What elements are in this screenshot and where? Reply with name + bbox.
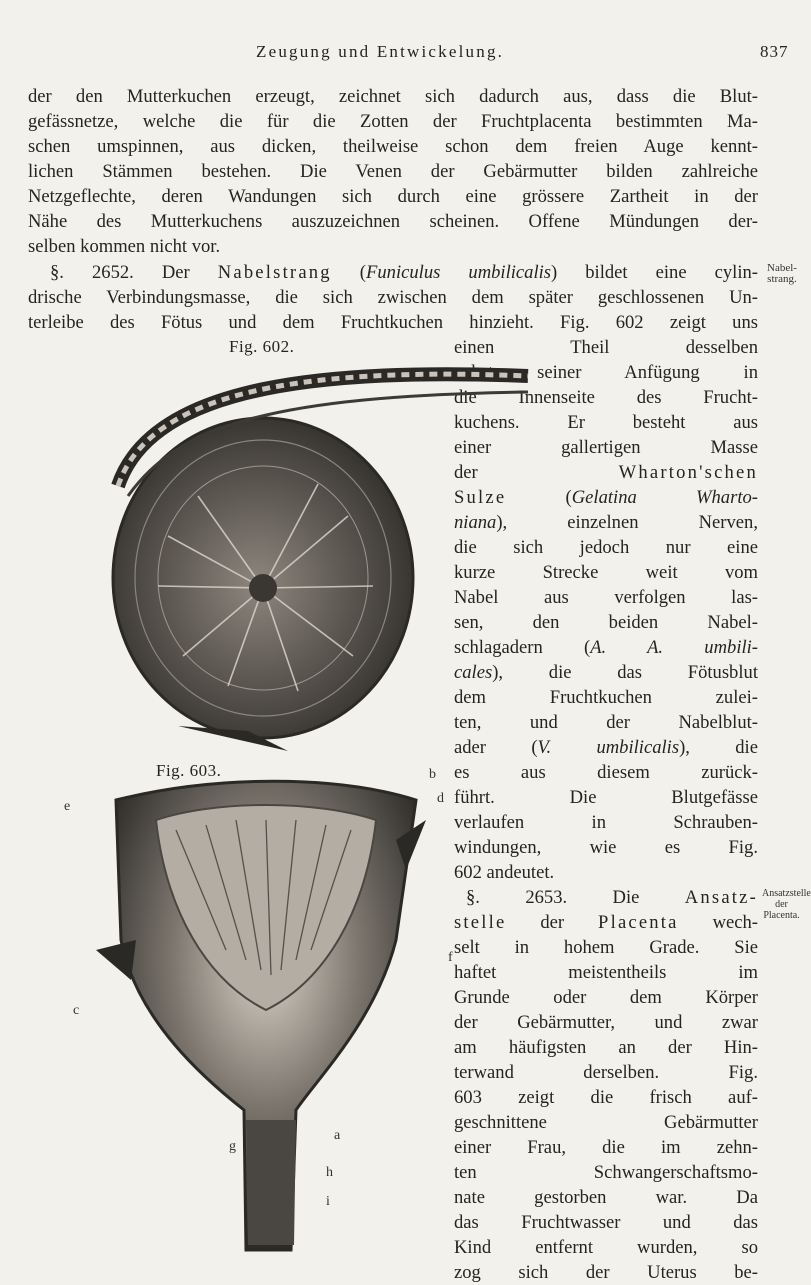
- text-line: die Innenseite des Frucht-: [454, 387, 758, 408]
- text-line: Nähe des Mutterkuchens auszuzeichnen scheinen. Offene Mündungen der-: [28, 211, 758, 232]
- text-line: stelle der Placenta wech-: [454, 912, 758, 933]
- text-line: der Gebärmutter, und zwar: [454, 1012, 758, 1033]
- fig-602-label: Fig. 602.: [229, 337, 295, 356]
- fig-603-label: Fig. 603.: [156, 761, 222, 780]
- text-line: windungen, wie es Fig.: [454, 837, 758, 858]
- fig-letter-b: b: [429, 767, 436, 782]
- text-line: zog sich der Uterus be-: [454, 1262, 758, 1283]
- text-line: ader (V. umbilicalis), die: [454, 737, 758, 758]
- text-line: einer Frau, die im zehn-: [454, 1137, 758, 1158]
- text-line: einer gallertigen Masse: [454, 437, 758, 458]
- text-line: Grunde oder dem Körper: [454, 987, 758, 1008]
- text-line: ten, und der Nabelblut-: [454, 712, 758, 733]
- text-line: terwand derselben. Fig.: [454, 1062, 758, 1083]
- text-line: 602 andeutet.: [454, 862, 555, 883]
- text-line: Kind entfernt wurden, so: [454, 1237, 758, 1258]
- text-line: dem Fruchtkuchen zulei-: [454, 687, 758, 708]
- text-line: kurze Strecke weit vom: [454, 562, 758, 583]
- term-wharton: Wharton'schen: [618, 462, 758, 483]
- text-line: niana), einzelnen Nerven,: [454, 512, 758, 533]
- margin-note-ansatzstelle: Ansatzstelle der Placenta.: [762, 888, 811, 921]
- text-line: es aus diesem zurück-: [454, 762, 758, 783]
- fig-letter-i: i: [326, 1194, 330, 1209]
- fig-letter-h: h: [326, 1165, 333, 1180]
- fig-603-uterus-engraving: [96, 780, 426, 1250]
- fig-letter-g: g: [229, 1139, 236, 1154]
- term-ansatzstelle: Ansatz-: [684, 887, 758, 908]
- text-line: Sulze (Gelatina Wharto-: [454, 487, 758, 508]
- fig-letter-c: c: [73, 1003, 80, 1018]
- fig-602-umbilical-cord-engraving: [88, 356, 534, 758]
- text-line: das Fruchtwasser und das: [454, 1212, 758, 1233]
- text-line: kuchens. Er besteht aus: [454, 412, 758, 433]
- text-line: nate gestorben war. Da: [454, 1187, 758, 1208]
- text-line: 603 zeigt die frisch auf-: [454, 1087, 758, 1108]
- text-line: cales), die das Fötusblut: [454, 662, 758, 683]
- text-line: verlaufen in Schrauben-: [454, 812, 758, 833]
- text-line: selben kommen nicht vor.: [28, 236, 221, 257]
- text-line: haftet meistentheils im: [454, 962, 758, 983]
- text-line: geschnittene Gebärmutter: [454, 1112, 758, 1133]
- text-line: am häufigsten an der Hin-: [454, 1037, 758, 1058]
- section-2652-line-1: §. 2652. Der Nabelstrang (Funiculus umbilicalis) bildet eine cylin-: [50, 262, 758, 283]
- text-line: selt in hohem Grade. Sie: [454, 937, 758, 958]
- page-header: [0, 42, 801, 66]
- margin-note-nabelstrang: Nabel- strang.: [767, 262, 797, 285]
- term-nabelstrang: Nabelstrang: [217, 262, 332, 283]
- text-line: drische Verbindungsmasse, die sich zwischen dem später geschlossenen Un-: [28, 287, 758, 308]
- text-line: schen umspinnen, aus dicken, theilweise schon dem freien Auge kennt-: [28, 136, 758, 157]
- fig-letter-d: d: [437, 791, 444, 806]
- page-number: 837: [760, 42, 789, 61]
- running-title: Zeugung und Entwickelung.: [256, 42, 505, 61]
- text-line: die sich jedoch nur eine: [454, 537, 758, 558]
- text-line: Netzgeflechte, deren Wandungen sich durch eine grössere Zartheit in der: [28, 186, 758, 207]
- fig-letter-f: f: [448, 950, 453, 965]
- text-line: gefässnetze, welche die für die Zotten der Fruchtplacenta bestimmten Ma-: [28, 111, 758, 132]
- fig-letter-a: a: [334, 1128, 341, 1143]
- text-line: nebst seiner Anfügung in: [454, 362, 758, 383]
- text-line: einen Theil desselben: [454, 337, 758, 358]
- text-line: führt. Die Blutgefässe: [454, 787, 758, 808]
- text-line: sen, den beiden Nabel-: [454, 612, 758, 633]
- text-line: terleibe des Fötus und dem Fruchtkuchen hinzieht. Fig. 602 zeigt uns: [28, 312, 758, 333]
- text-line: ten Schwangerschaftsmo-: [454, 1162, 758, 1183]
- text-line: Nabel aus verfolgen las-: [454, 587, 758, 608]
- fig-letter-e: e: [64, 799, 71, 814]
- text-line: lichen Stämmen bestehen. Die Venen der Gebärmutter bilden zahlreiche: [28, 161, 758, 182]
- section-2653-line-1: §. 2653. Die Ansatz-: [466, 887, 758, 908]
- latin-term: Funiculus umbilicalis: [366, 262, 552, 283]
- text-line: schlagadern (A. A. umbili-: [454, 637, 759, 658]
- text-line: der Wharton'schen: [454, 462, 758, 483]
- text-line: der den Mutterkuchen erzeugt, zeichnet sich dadurch aus, dass die Blut-: [28, 86, 758, 107]
